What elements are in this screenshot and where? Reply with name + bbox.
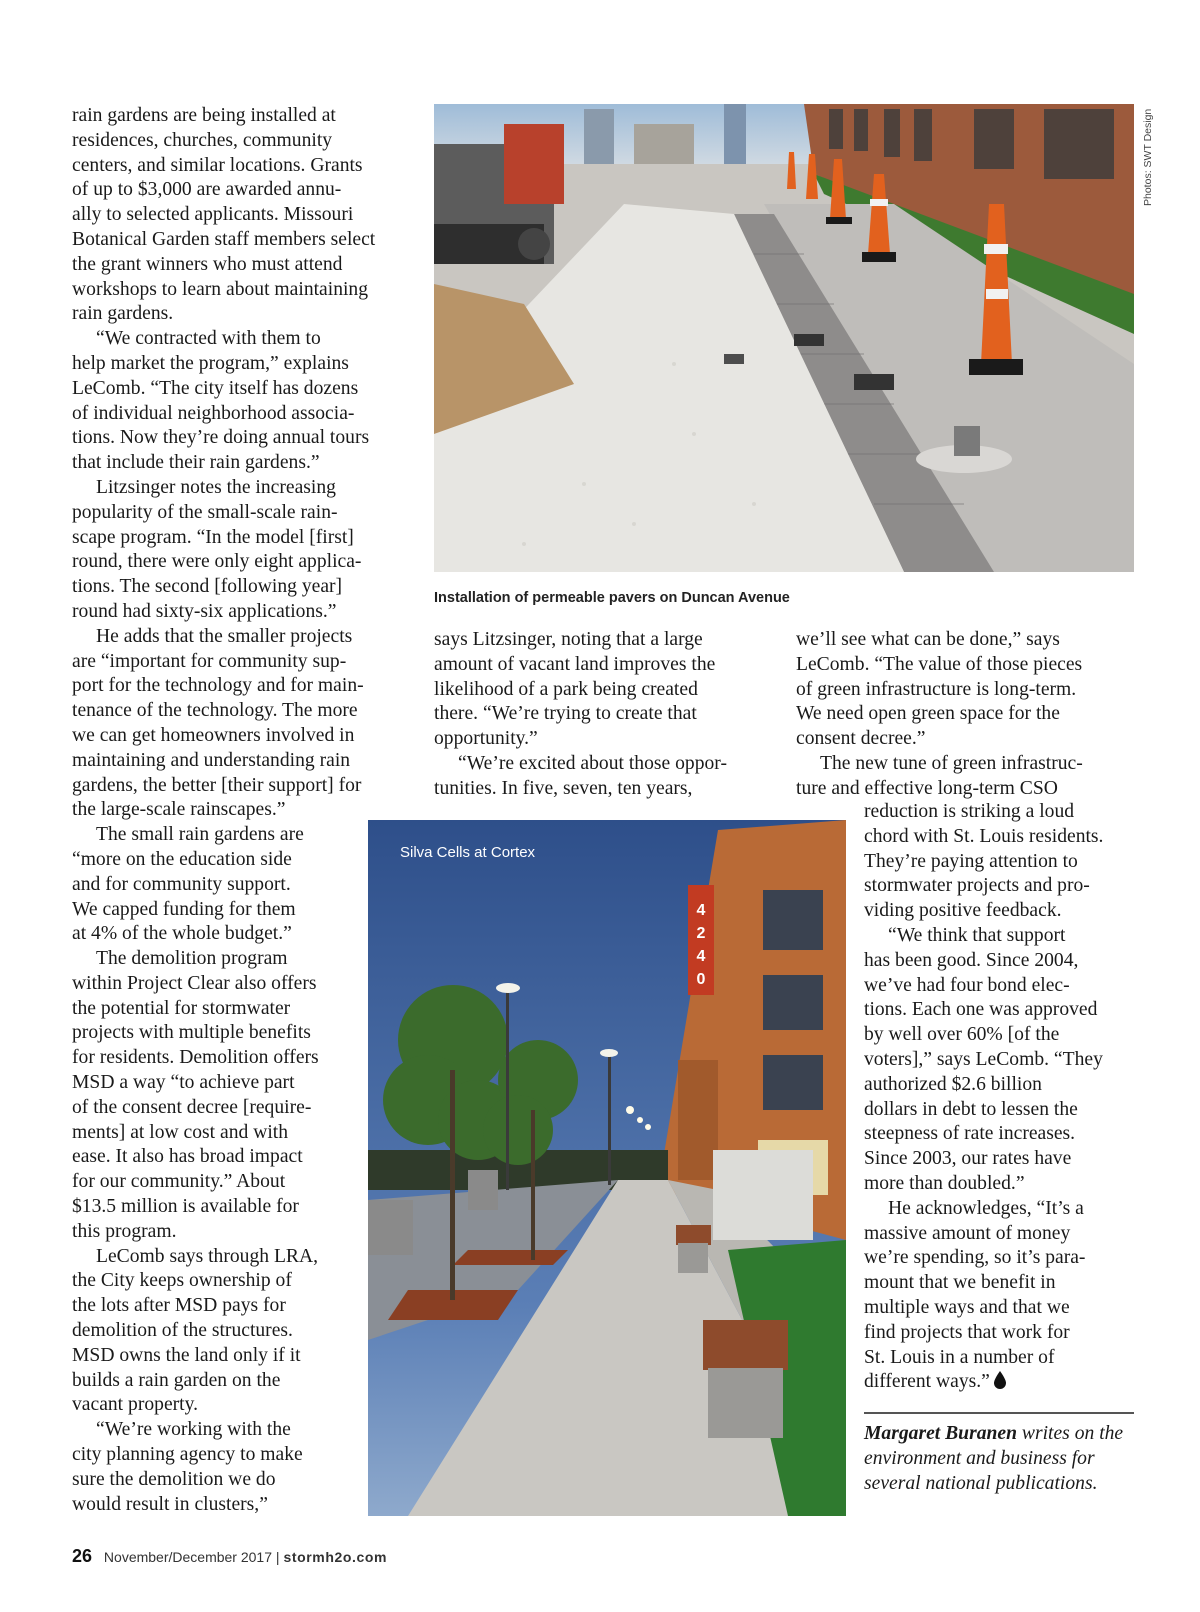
building-sign-number: 4 <box>696 902 706 919</box>
text-line: would result in clusters,” <box>72 1493 268 1515</box>
text-line: consent decree.” <box>796 728 926 750</box>
text-line: steepness of rate increases. <box>864 1123 1076 1145</box>
issue-date: November/December 2017 <box>103 1549 273 1565</box>
paragraph <box>864 924 1144 1197</box>
text-line: of individual neighborhood associa- <box>72 402 355 424</box>
paragraph <box>72 947 412 1245</box>
text-line: at 4% of the whole budget.” <box>72 923 292 945</box>
text-line: of up to $3,000 are awarded annu- <box>72 179 342 201</box>
text-line: reduction is striking a loud <box>864 801 1075 822</box>
text-line: sure the demolition we do <box>72 1468 276 1490</box>
article-column-1 <box>72 104 412 1517</box>
author-bio-line: on the environment and <box>864 1423 1124 1469</box>
text-line: ments] at low cost and with <box>72 1121 289 1143</box>
text-line: ture and effective long-term CSO <box>796 777 1058 799</box>
photo-caption-pavers: Installation of permeable pavers on Duncan Avenue <box>434 590 790 606</box>
paragraph <box>434 628 774 752</box>
paragraph <box>72 104 412 327</box>
text-line: the grant winners who must attend <box>72 253 343 275</box>
text-line: vacant property. <box>72 1394 199 1416</box>
page-footer <box>72 1546 387 1567</box>
silva-cells-image <box>368 820 846 1516</box>
author-bio <box>864 1422 1139 1496</box>
text-line: tunities. In five, seven, ten years, <box>434 777 693 799</box>
site-url[interactable]: stormh2o.com <box>283 1549 388 1565</box>
text-line: within Project Clear also offers <box>72 972 317 994</box>
text-line: amount of vacant land improves the <box>434 653 716 675</box>
text-line: massive amount of money <box>864 1222 1071 1244</box>
photo-permeable-pavers <box>434 104 1134 572</box>
text-line: there. “We’re trying to create that <box>434 703 697 725</box>
page-number: 26 <box>72 1546 93 1566</box>
text-line: city planning agency to make <box>72 1444 303 1466</box>
bio-divider <box>864 1412 1134 1414</box>
paragraph <box>434 752 774 802</box>
author-bio-verb: writes <box>1021 1423 1070 1444</box>
text-line: voters],” says LeComb. “They <box>864 1048 1103 1070</box>
text-line: gardens, the better [their support] for <box>72 774 362 796</box>
article-column-3-narrow <box>864 800 1144 1397</box>
article-column-3-top <box>796 628 1141 802</box>
text-line: “more on the education side <box>72 848 292 870</box>
text-line: and for community support. <box>72 873 291 895</box>
text-line: we’ll see what can be done,” says <box>796 629 1060 650</box>
text-line: different ways.” <box>864 1370 1144 1397</box>
text-line: St. Louis in a number of <box>864 1346 1055 1368</box>
paragraph <box>72 823 412 947</box>
text-line: for residents. Demolition offers <box>72 1047 319 1069</box>
text-line: likelihood of a park being created <box>434 678 698 700</box>
text-line: more than doubled.” <box>864 1172 1025 1194</box>
text-line: ally to selected applicants. Missouri <box>72 204 354 226</box>
text-line: centers, and similar locations. Grants <box>72 154 363 176</box>
photo-credit: Photos: SWT Design <box>1142 108 1154 206</box>
text-line: He adds that the smaller projects <box>96 625 353 647</box>
text-line: tions. Now they’re doing annual tours <box>72 427 370 449</box>
text-line: help market the program,” explains <box>72 352 349 374</box>
text-line: workshops to learn about maintaining <box>72 278 369 300</box>
text-line: “We’re excited about those oppor- <box>458 752 727 774</box>
text-line: “We contracted with them to <box>96 328 321 350</box>
text-line: Botanical Garden staff members select <box>72 228 376 250</box>
text-line: “We think that support <box>888 924 1066 946</box>
svg-text:4: 4 <box>696 948 706 965</box>
photo-caption-silva-cells: Silva Cells at Cortex <box>400 844 536 861</box>
text-line: scape program. “In the model [first] <box>72 526 354 548</box>
text-line: We need open green space for the <box>796 703 1060 725</box>
text-line: mount that we benefit in <box>864 1272 1056 1294</box>
paragraph <box>864 1197 1144 1397</box>
text-line: tenance of the technology. The more <box>72 700 358 722</box>
text-line: maintaining and understanding rain <box>72 749 351 771</box>
text-line: opportunity.” <box>434 728 538 750</box>
text-line: ease. It also has broad impact <box>72 1146 303 1168</box>
text-line: tions. Each one was approved <box>864 999 1098 1021</box>
text-line: builds a rain garden on the <box>72 1369 281 1391</box>
text-line: find projects that work for <box>864 1321 1070 1343</box>
text-line: tions. The second [following year] <box>72 576 343 598</box>
text-line: port for the technology and for main- <box>72 675 364 697</box>
paragraph <box>72 1245 412 1419</box>
paragraph <box>72 1418 412 1517</box>
text-line: for our community.” About <box>72 1171 286 1193</box>
paragraph <box>796 628 1141 752</box>
text-line: we’re spending, so it’s para- <box>864 1247 1086 1269</box>
text-line: this program. <box>72 1220 177 1242</box>
text-line: The small rain gardens are <box>96 824 304 846</box>
text-line: viding positive feedback. <box>864 900 1062 922</box>
text-line: rain gardens are being installed at <box>72 105 336 126</box>
end-mark-drop-icon <box>994 1371 1006 1397</box>
text-line: that include their rain gardens.” <box>72 452 320 474</box>
text-line: The demolition program <box>96 948 288 970</box>
text-line: round, there were only eight applica- <box>72 551 362 573</box>
text-line: of green infrastructure is long-term. <box>796 678 1077 700</box>
text-line: residences, churches, community <box>72 129 333 151</box>
text-line: chord with St. Louis residents. <box>864 825 1104 847</box>
author-bio-line: publications. <box>995 1472 1098 1494</box>
paragraph <box>72 327 412 476</box>
text-line: we’ve had four bond elec- <box>864 974 1070 996</box>
paragraph <box>72 476 412 625</box>
text-line: MSD owns the land only if it <box>72 1344 301 1366</box>
text-line: dollars in debt to lessen the <box>864 1098 1078 1120</box>
author-name: Margaret Buranen <box>864 1423 1017 1444</box>
text-line: of the consent decree [require- <box>72 1096 312 1118</box>
text-line: by well over 60% [of the <box>864 1024 1060 1046</box>
text-line: LeComb. “The value of those pieces <box>796 653 1083 675</box>
text-line: stormwater projects and pro- <box>864 875 1090 897</box>
author-bio-line: business for several national <box>864 1447 1095 1494</box>
text-line: “We’re working with the <box>96 1419 291 1441</box>
text-line: Since 2003, our rates have <box>864 1148 1072 1170</box>
text-line: LeComb says through LRA, <box>96 1245 319 1267</box>
paragraph <box>864 800 1144 924</box>
text-line: The new tune of green infrastruc- <box>820 752 1083 774</box>
text-line: rain gardens. <box>72 303 174 325</box>
text-line: round had sixty-six applications.” <box>72 600 337 622</box>
text-line: multiple ways and that we <box>864 1296 1070 1318</box>
paragraph <box>796 752 1141 802</box>
svg-text:2: 2 <box>696 925 706 942</box>
svg-text:0: 0 <box>696 971 706 988</box>
text-line: are “important for community sup- <box>72 650 347 672</box>
text-line: He acknowledges, “It’s a <box>888 1197 1084 1219</box>
pavers-image <box>434 104 1134 572</box>
text-line: demolition of the structures. <box>72 1320 293 1342</box>
photo-silva-cells <box>368 820 846 1516</box>
text-line: projects with multiple benefits <box>72 1022 311 1044</box>
text-line: We capped funding for them <box>72 898 296 920</box>
footer-separator: | <box>275 1549 280 1565</box>
text-line: $13.5 million is available for <box>72 1196 299 1218</box>
text-line: the large-scale rainscapes.” <box>72 799 286 821</box>
text-line: has been good. Since 2004, <box>864 949 1079 971</box>
text-line: the potential for stormwater <box>72 997 291 1019</box>
text-line: popularity of the small-scale rain- <box>72 501 338 523</box>
text-line: the City keeps ownership of <box>72 1270 292 1292</box>
text-line: Litzsinger notes the increasing <box>96 476 336 498</box>
text-line: says Litzsinger, noting that a large <box>434 629 703 650</box>
text-line: authorized $2.6 billion <box>864 1073 1042 1095</box>
text-line: we can get homeowners involved in <box>72 724 355 746</box>
text-line: LeComb. “The city itself has dozens <box>72 377 359 399</box>
paragraph <box>72 625 412 823</box>
article-column-2 <box>434 628 774 802</box>
text-line: the lots after MSD pays for <box>72 1295 286 1317</box>
text-line: They’re paying attention to <box>864 850 1078 872</box>
text-line: MSD a way “to achieve part <box>72 1072 295 1094</box>
